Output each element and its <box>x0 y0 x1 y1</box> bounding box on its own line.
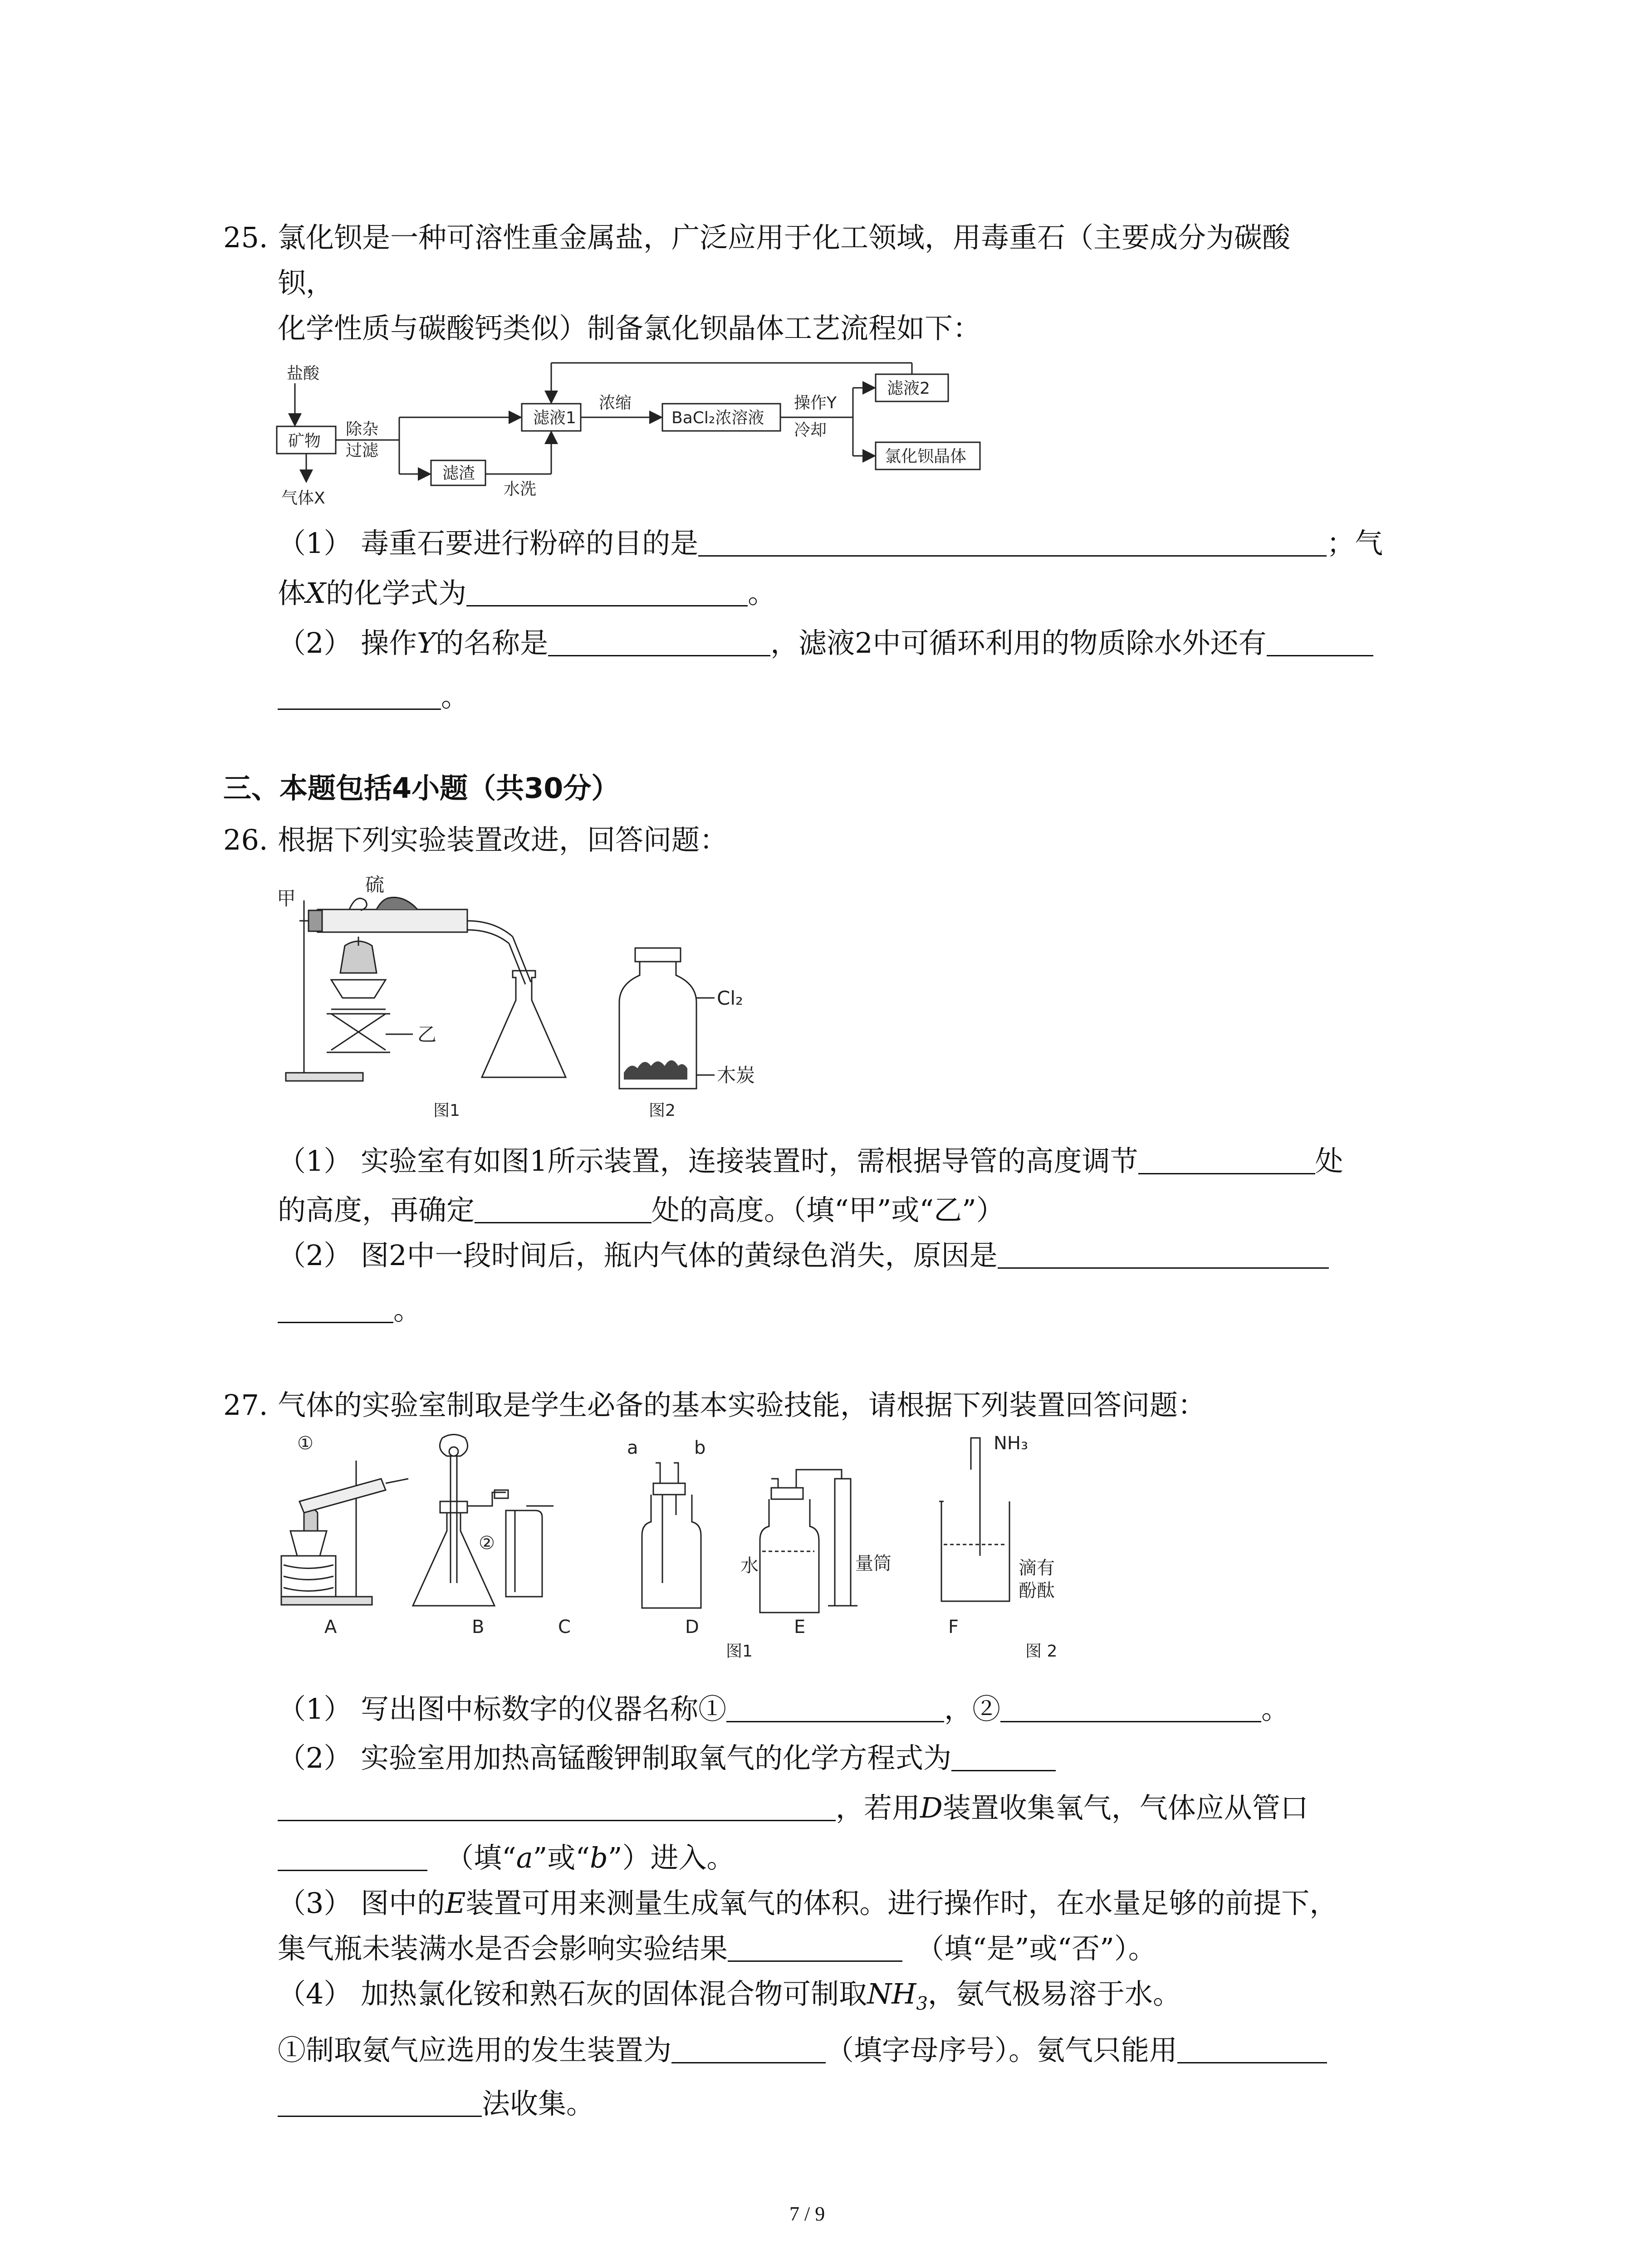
q27-answer-blank-2[interactable] <box>1000 1696 1261 1722</box>
q27-p5b: （填字母序号）。氨气只能用 <box>826 2033 1178 2067</box>
q27-p2c-mid: ”或“ <box>533 1841 590 1874</box>
fig27-cylinder: 量筒 <box>855 1553 892 1574</box>
q27-part5-line2 <box>278 2086 594 2122</box>
fig27-b: b <box>694 1437 706 1458</box>
q27-part2-line2 <box>278 1790 1308 1826</box>
fig26-label-2: 图2 <box>649 1101 676 1120</box>
q26-part2-line2 <box>278 1292 421 1328</box>
q26-part2-line <box>278 1237 1329 1274</box>
q27-p3a-pre: （3） 图中的 <box>278 1887 446 1920</box>
fig27-E: E <box>794 1617 806 1637</box>
flow-filtrate2: 滤液2 <box>887 379 930 398</box>
q27-p2c-post: ”）进入。 <box>607 1841 735 1874</box>
q25-stem-line1b: 钡， <box>278 266 334 299</box>
q26-p1b: 处 <box>1315 1144 1343 1178</box>
q27-answer-blank-5[interactable] <box>728 1935 902 1962</box>
q27-p5c: 法收集。 <box>482 2087 595 2120</box>
q27-p3c: （填“是”或“否”）。 <box>916 1932 1156 1965</box>
q27-p2a: （2） 实验室用加热高锰酸钾制取氧气的化学方程式为 <box>278 1741 952 1774</box>
fig27-water: 水 <box>740 1555 759 1576</box>
q27-p4-pre: （4） 加热氯化铵和熟石灰的固体混合物可制取 <box>278 1977 867 2010</box>
q25-answer-blank-4b[interactable] <box>278 683 441 710</box>
fig27-circle2: ② <box>479 1533 495 1554</box>
fig26-charcoal: 木炭 <box>717 1064 755 1086</box>
flow-op1-top: 除杂 <box>346 420 379 439</box>
q25-p2a-var: Y <box>417 626 436 660</box>
flow-acid: 盐酸 <box>287 364 320 383</box>
fig27-phenol1: 滴有 <box>1019 1558 1055 1579</box>
q25-process-flow-diagram <box>268 358 1048 508</box>
q27-p4-sub: 3 <box>916 1993 928 2014</box>
q26-apparatus-figure <box>277 873 776 1127</box>
q26-p1d: 处的高度。（填“甲”或“乙”） <box>652 1193 1004 1227</box>
q25-p1c-pre: 体 <box>278 577 306 610</box>
q25-answer-blank-3[interactable] <box>548 630 770 656</box>
q26-answer-blank-3b[interactable] <box>278 1296 393 1323</box>
q26-part1-line <box>278 1143 1343 1179</box>
flow-crystal: 氯化钡晶体 <box>885 447 967 466</box>
q27-p2c-a: a <box>516 1841 533 1874</box>
q26-answer-blank-3a[interactable] <box>998 1242 1329 1269</box>
q25-p1c-end: 。 <box>748 577 776 610</box>
q27-part1-line <box>278 1691 1289 1727</box>
flow-cool: 冷却 <box>794 421 827 440</box>
q25-answer-blank-2[interactable] <box>466 580 748 606</box>
q25-answer-blank-1[interactable] <box>698 530 1327 557</box>
q27-answer-blank-4[interactable] <box>278 1844 427 1871</box>
page-number: 7 / 9 <box>789 2203 825 2225</box>
q27-part3-line2 <box>278 1931 1156 1967</box>
fig27-circle1: ① <box>297 1433 314 1454</box>
q25-p2c-end: 。 <box>441 680 470 713</box>
q25-number: 25. <box>223 221 268 254</box>
fig27-label-1: 图1 <box>726 1642 753 1661</box>
flow-mineral: 矿物 <box>288 432 321 450</box>
q27-answer-blank-3a[interactable] <box>951 1745 1056 1771</box>
q25-p1a: （1） 毒重石要进行粉碎的目的是 <box>278 527 699 560</box>
flow-residue: 滤渣 <box>442 464 475 483</box>
q27-answer-blank-7b[interactable] <box>278 2090 482 2117</box>
q27-answer-blank-3b[interactable] <box>278 1794 836 1821</box>
q25-part1-line2 <box>278 575 776 611</box>
fig27-C: C <box>558 1617 571 1637</box>
q25-part1-line <box>278 525 1383 562</box>
fig27-B: B <box>472 1617 485 1637</box>
q27-p2b-pre: ，若用 <box>836 1791 921 1824</box>
q26-p2b-end: 。 <box>393 1293 422 1326</box>
fig27-phenol2: 酚酞 <box>1019 1580 1055 1601</box>
q25-answer-blank-4a[interactable] <box>1267 630 1373 656</box>
q27-apparatus-figure <box>272 1433 1089 1669</box>
flow-filtrate1: 滤液1 <box>533 409 576 427</box>
q26-answer-blank-2[interactable] <box>475 1197 652 1223</box>
fig26-label-1: 图1 <box>433 1101 460 1120</box>
q26-p2a: （2） 图2中一段时间后，瓶内气体的黄绿色消失，原因是 <box>278 1239 998 1272</box>
q27-p1c: 。 <box>1261 1692 1290 1725</box>
q27-p2c-pre: （填“ <box>446 1841 516 1874</box>
flow-op1-bottom: 过滤 <box>346 441 379 460</box>
q25-stem-line2: 化学性质与碳酸钙类似）制备氯化钡晶体工艺流程如下： <box>278 312 981 345</box>
fig27-F: F <box>948 1617 959 1637</box>
fig26-cl2: Cl₂ <box>717 987 743 1009</box>
q26-p1c: 的高度，再确定 <box>278 1193 475 1227</box>
section-3-heading: 三、本题包括4小题（共30分） <box>223 772 620 805</box>
q25-p1b: ；气 <box>1327 527 1383 560</box>
fig27-A: A <box>324 1617 337 1637</box>
q27-p2b-var: D <box>920 1791 943 1824</box>
q26-number: 26. <box>223 823 268 856</box>
q25-p1c-var: X <box>306 577 326 610</box>
q27-p4-post: ，氨气极易溶于水。 <box>927 1977 1181 2010</box>
q26-part1-line2 <box>278 1192 1004 1228</box>
q25-p2a-pre: （2） 操作 <box>278 626 417 660</box>
q26-stem: 根据下列实验装置改进，回答问题： <box>278 823 728 856</box>
q27-answer-blank-1[interactable] <box>726 1696 944 1722</box>
q25-p2b: ，滤液2中可循环利用的物质除水外还有 <box>770 626 1267 660</box>
q27-p2c-b: b <box>590 1841 608 1874</box>
q26-answer-blank-1[interactable] <box>1138 1148 1315 1174</box>
q25-p1c-post: 的化学式为 <box>326 577 467 610</box>
q25-p2a-post: 的名称是 <box>436 626 549 660</box>
flow-concentrate: 浓缩 <box>599 394 632 412</box>
q25-stem-line1: 氯化钡是一种可溶性重金属盐，广泛应用于化工领域，用毒重石（主要成分为碳酸 <box>278 221 1291 254</box>
fig27-D: D <box>685 1617 699 1637</box>
fig27-label-2: 图 2 <box>1025 1642 1058 1661</box>
flow-opY: 操作Y <box>794 394 837 412</box>
q27-p3a-post: 装置可用来测量生成氧气的体积。进行操作时，在水量足够的前提下， <box>465 1887 1338 1920</box>
q26-p1a: （1） 实验室有如图1所示装置，连接装置时，需根据导管的高度调节 <box>278 1144 1138 1178</box>
flow-bacl2: BaCl₂浓溶液 <box>671 409 764 427</box>
q27-answer-blank-6[interactable] <box>671 2037 826 2063</box>
q27-part3-line <box>278 1885 1337 1921</box>
q27-p2b-post: 装置收集氧气，气体应从管口 <box>942 1791 1308 1824</box>
fig27-a: a <box>627 1437 638 1458</box>
q27-p5a: ①制取氨气应选用的发生装置为 <box>278 2033 672 2067</box>
fig26-jia: 甲 <box>277 887 296 909</box>
q27-p3b: 集气瓶未装满水是否会影响实验结果 <box>278 1932 728 1965</box>
q25-part2-line2 <box>278 679 469 715</box>
q27-p4-var: NH <box>867 1977 916 2010</box>
q27-part5-line <box>278 2032 1327 2068</box>
q27-stem: 气体的实验室制取是学生必备的基本实验技能，请根据下列装置回答问题： <box>278 1388 1206 1422</box>
fig27-nh3: NH₃ <box>994 1433 1029 1454</box>
q27-number: 27. <box>223 1388 268 1422</box>
q27-part4-line <box>278 1976 1181 2022</box>
q27-p1a: （1） 写出图中标数字的仪器名称① <box>278 1692 727 1725</box>
fig26-yi: 乙 <box>417 1023 437 1046</box>
q27-p1b: ，② <box>944 1692 1001 1725</box>
q27-answer-blank-7a[interactable] <box>1177 2037 1327 2063</box>
q25-part2-line <box>278 625 1373 661</box>
q27-p3a-var: E <box>445 1887 466 1920</box>
flow-gas: 气体X <box>281 489 325 508</box>
flow-wash: 水洗 <box>504 480 537 499</box>
q27-part2-line3 <box>278 1840 735 1876</box>
q27-part2-line <box>278 1740 1056 1776</box>
fig26-sulfur: 硫 <box>365 874 385 896</box>
